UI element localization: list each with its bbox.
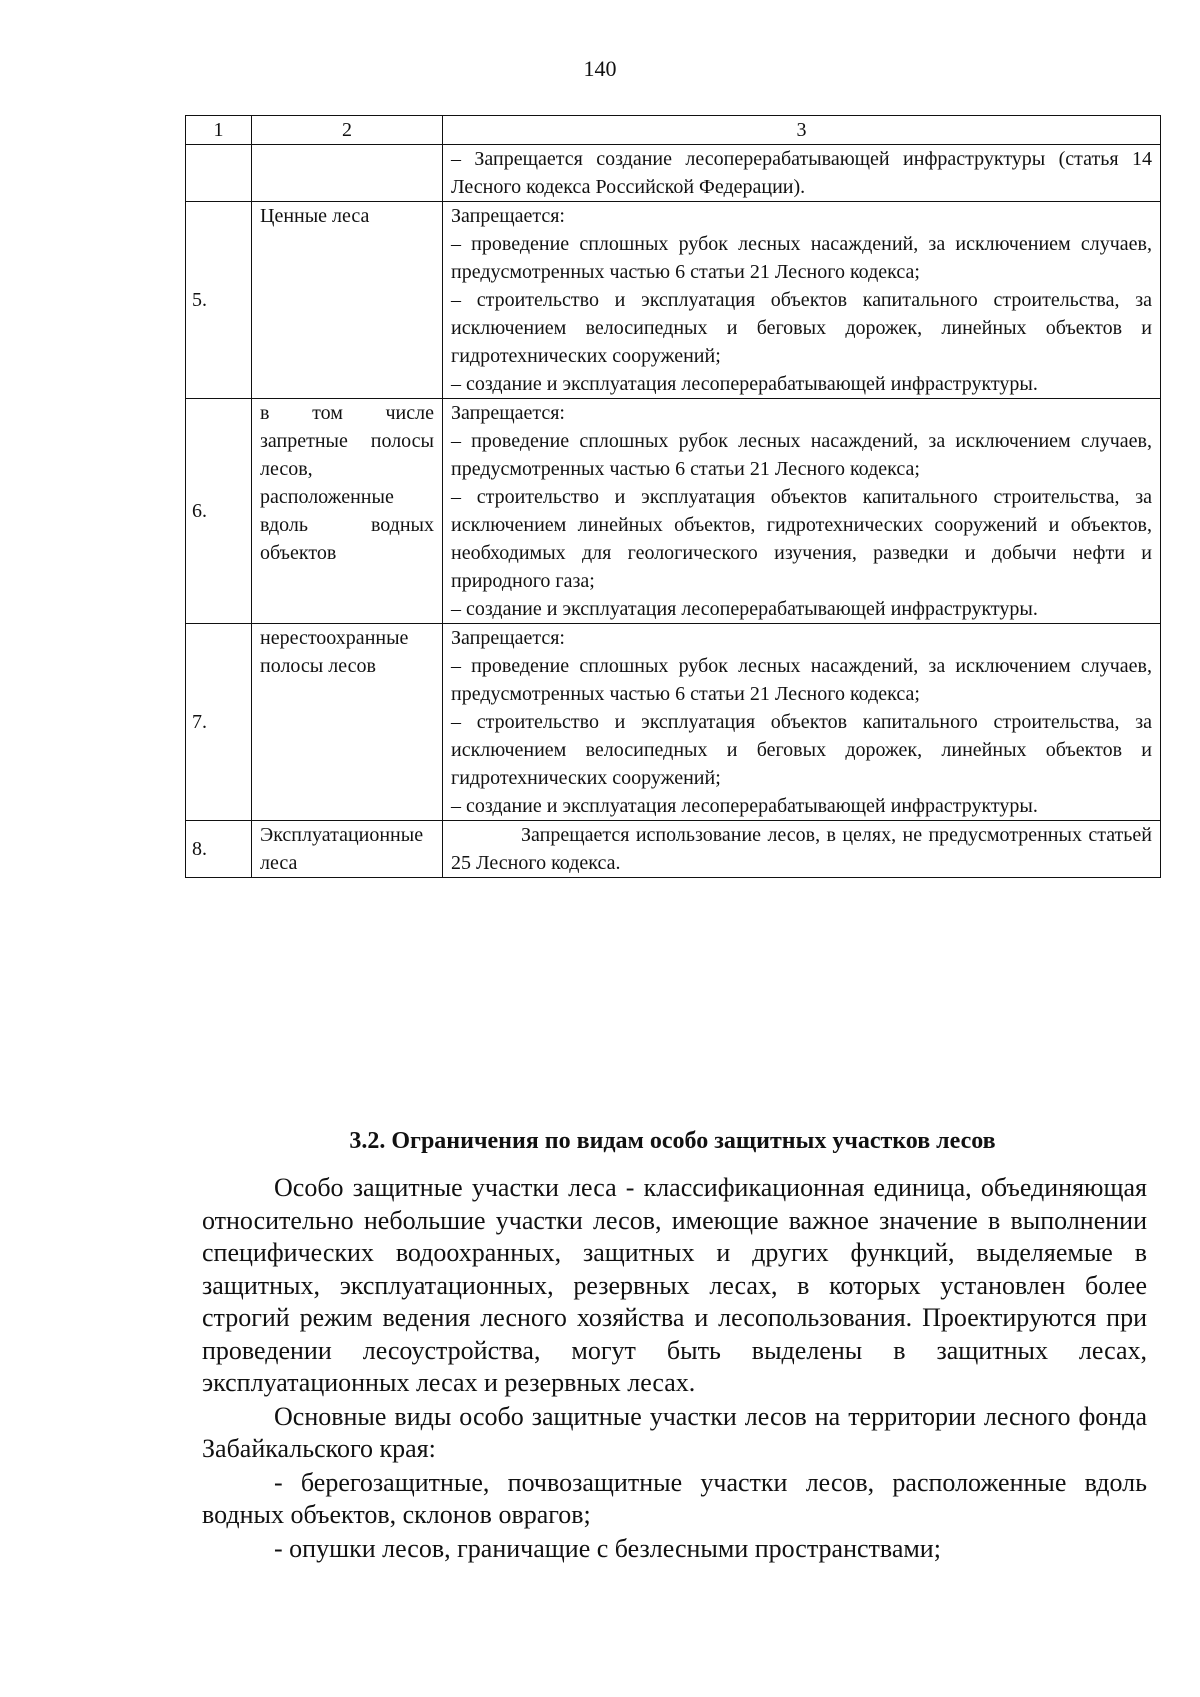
table-row (186, 624, 1161, 821)
restriction-item: – создание и эксплуатация лесоперерабатывающей инфраструктуры. (451, 373, 1038, 395)
restriction-intro: Запрещается: (451, 205, 565, 227)
restriction-item: – строительство и эксплуатация объектов капитального строительства, за исключением велосипедных и беговых дорожек, линейных объектов и гидротехнических сооружений; (451, 711, 1152, 789)
column-header-3: 3 (443, 116, 1161, 145)
row-name-text: в том числе запретные полосы лесов, расположенные вдоль водных объектов (260, 402, 434, 564)
row-name (252, 624, 443, 821)
paragraph: Основные виды особо защитные участки лесов на территории лесного фонда Забайкальского края: (202, 1401, 1147, 1463)
restriction-item: – проведение сплошных рубок лесных насаждений, за исключением случаев, предусмотренных частью 6 статьи 21 Лесного кодекса; (451, 233, 1152, 283)
list-item: - берегозащитные, почвозащитные участки лесов, расположенные вдоль водных объектов, склонов оврагов; (202, 1467, 1147, 1529)
restriction-item: – проведение сплошных рубок лесных насаждений, за исключением случаев, предусмотренных частью 6 статьи 21 Лесного кодекса; (451, 655, 1152, 705)
table-header-row (186, 116, 1161, 145)
row-content (443, 821, 1161, 878)
row-name-text: нерестоохранные полосы лесов (260, 627, 409, 677)
restriction-item: – создание и эксплуатация лесоперерабатывающей инфраструктуры. (451, 795, 1038, 817)
restriction-item: – проведение сплошных рубок лесных насаждений, за исключением случаев, предусмотренных частью 6 статьи 21 Лесного кодекса; (451, 430, 1152, 480)
column-header-2: 2 (252, 116, 443, 145)
restriction-intro: Запрещается: (451, 402, 565, 424)
section-heading: 3.2. Ограничения по видам особо защитных участков лесов (349, 1128, 996, 1154)
table-row (186, 202, 1161, 399)
page-number: 140 (583, 56, 617, 81)
row-content (443, 145, 1161, 202)
row-content (443, 399, 1161, 624)
row-name-text: Эксплуатационные леса (260, 824, 424, 874)
row-content (443, 202, 1161, 399)
restriction-item: Запрещается использование лесов, в целях, не предусмотренных статьей 25 Лесного кодекса. (451, 824, 1152, 874)
table-row (186, 145, 1161, 202)
paragraph: Особо защитные участки леса - классификационная единица, объединяющая относительно небольшие участки лесов, имеющие важное значение в выполнении специфических водоохранных, защитных и других функций, выделяемые в защитных, эксплуатационных, резервных лесах, в которых установлен более строгий режим ведения лесного хозяйства и лесопользования. Проектируются при проведении лесоустройства, могут быть выделены в защитных лесах, эксплуатационных лесах и резервных лесах. (202, 1173, 1147, 1397)
column-header-1: 1 (186, 116, 252, 145)
restriction-item: – строительство и эксплуатация объектов капитального строительства, за исключением линейных объектов, гидротехнических сооружений и объектов, необходимых для геологического изучения, разведки и добычи нефти и природного газа; (451, 486, 1152, 592)
row-name-text: Ценные леса (260, 205, 370, 227)
table-row (186, 821, 1161, 878)
row-number: 6. (186, 399, 252, 624)
section-body (202, 1172, 1147, 1566)
row-number: 8. (186, 821, 252, 878)
row-name (252, 145, 443, 202)
restriction-item: – строительство и эксплуатация объектов капитального строительства, за исключением велосипедных и беговых дорожек, линейных объектов и гидротехнических сооружений; (451, 289, 1152, 367)
row-name (252, 399, 443, 624)
table-row (186, 399, 1161, 624)
row-name (252, 202, 443, 399)
row-number: 7. (186, 624, 252, 821)
row-number (186, 145, 252, 202)
row-content (443, 624, 1161, 821)
restriction-intro: Запрещается: (451, 627, 565, 649)
restrictions-table (185, 115, 1161, 878)
restriction-item: – Запрещается создание лесоперерабатывающей инфраструктуры (статья 14 Лесного кодекса Российской Федерации). (451, 148, 1152, 198)
list-item: - опушки лесов, граничащие с безлесными пространствами; (274, 1533, 941, 1563)
row-number: 5. (186, 202, 252, 399)
restriction-item: – создание и эксплуатация лесоперерабатывающей инфраструктуры. (451, 598, 1038, 620)
row-name (252, 821, 443, 878)
